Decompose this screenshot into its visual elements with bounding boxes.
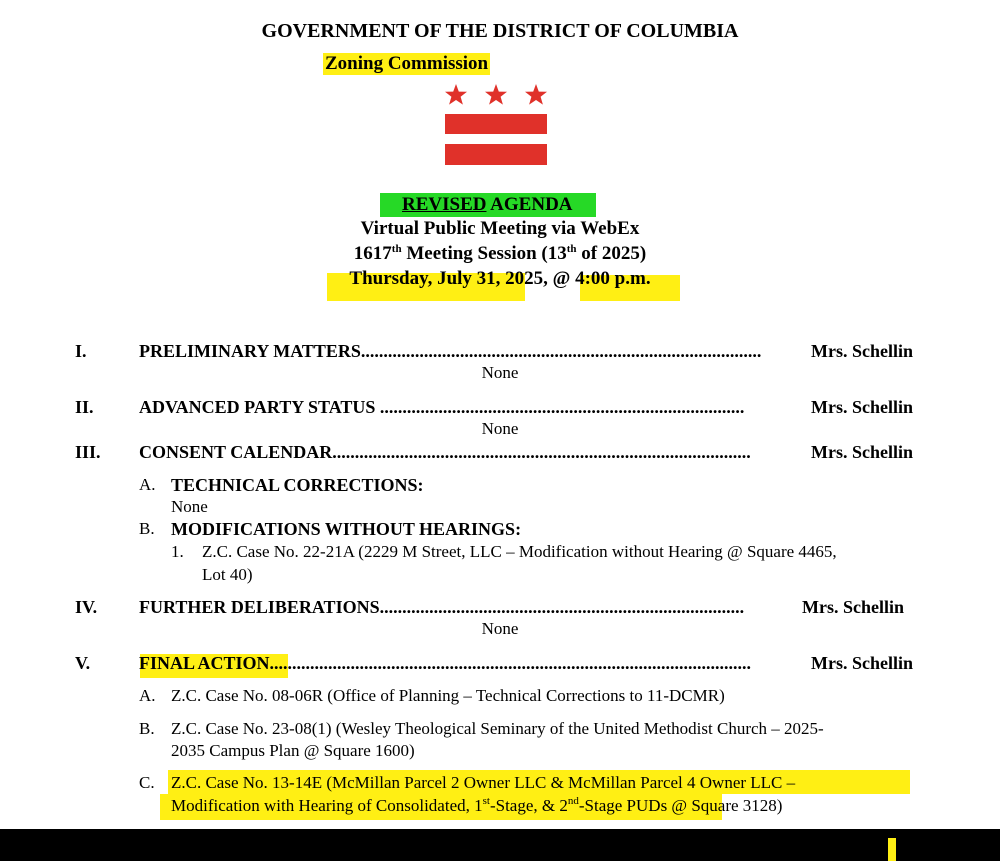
section-1-presenter: Mrs. Schellin — [811, 341, 913, 361]
item-5c-line2-a: Modification with Hearing of Consolidated, 1 — [171, 796, 483, 815]
page-bottom-bar — [0, 829, 1000, 861]
item-5a-text: Z.C. Case No. 08-06R (Office of Planning – Technical Corrections to 11-DCMR) — [171, 686, 725, 705]
section-4-note: None — [481, 619, 519, 638]
section-3-numeral: III. — [75, 442, 101, 462]
section-5-title-text: FINAL ACTION — [139, 653, 270, 673]
item-3a-note: None — [171, 497, 208, 516]
dot-leader: ............................................................................................. — [332, 442, 751, 462]
flag-bar-top — [445, 114, 547, 134]
item-3a-letter: A. — [139, 475, 156, 494]
item-3a-title: TECHNICAL CORRECTIONS: — [171, 475, 424, 495]
section-4-presenter: Mrs. Schellin — [802, 597, 904, 617]
agenda-word: AGENDA — [486, 194, 573, 215]
section-2-numeral: II. — [75, 397, 94, 417]
section-3-title — [139, 442, 751, 463]
item-5b-line1: Z.C. Case No. 23-08(1) (Wesley Theological Seminary of the United Methodist Church – 2025- — [171, 719, 824, 738]
item-5a-letter: A. — [139, 686, 156, 705]
section-2-presenter: Mrs. Schellin — [811, 397, 913, 417]
section-4-numeral: IV. — [75, 597, 98, 617]
section-4-title-text: FURTHER DELIBERATIONS — [139, 597, 380, 617]
item-5c-line1: Z.C. Case No. 13-14E (McMillan Parcel 2 Owner LLC & McMillan Parcel 4 Owner LLC – — [171, 773, 796, 792]
session-number-sup: th — [391, 243, 402, 255]
item-3b1-line2: Lot 40) — [202, 565, 253, 584]
text-cursor-marker — [888, 838, 896, 861]
section-3-presenter: Mrs. Schellin — [811, 442, 913, 462]
item-5c-sup-2: nd — [567, 795, 579, 807]
session-sup: th — [566, 243, 577, 255]
star-icon — [445, 84, 467, 105]
item-5b-letter: B. — [139, 719, 155, 738]
section-2-note: None — [481, 419, 519, 438]
commission-name: Zoning Commission — [325, 53, 489, 74]
item-5c-sup-1: st — [482, 795, 490, 807]
item-5c-line2-b: -Stage, & 2 — [489, 796, 568, 815]
section-5-title — [139, 653, 751, 674]
item-5c-letter: C. — [139, 773, 155, 792]
star-icon — [525, 84, 547, 105]
dot-leader: ......................................................................................... — [360, 341, 762, 361]
item-5b-line2: 2035 Campus Plan @ Square 1600) — [171, 741, 415, 760]
session-line — [0, 243, 1000, 265]
dot-leader: ................................................................................. — [379, 397, 745, 417]
dc-flag-emblem — [444, 84, 548, 168]
session-mid: Meeting Session (13 — [401, 243, 567, 264]
section-1-title-text: PRELIMINARY MATTERS — [139, 341, 361, 361]
dot-leader: ........................................................................................................... — [269, 653, 752, 673]
session-number: 1617 — [353, 243, 392, 264]
meeting-type: Virtual Public Meeting via WebEx — [360, 218, 640, 239]
section-1-note: None — [481, 363, 519, 382]
item-3b-letter: B. — [139, 519, 155, 538]
flag-bar-bottom — [445, 144, 547, 165]
revised-word: REVISED — [402, 194, 487, 215]
item-3b-title: MODIFICATIONS WITHOUT HEARINGS: — [171, 519, 522, 539]
session-end: of 2025) — [576, 243, 647, 264]
section-5-presenter: Mrs. Schellin — [811, 653, 913, 673]
item-5c-line2 — [171, 796, 782, 816]
star-icon — [485, 84, 507, 105]
section-2-title — [139, 397, 744, 418]
meeting-date: Thursday, July 31, 2025, @ 4:00 p.m. — [349, 268, 651, 289]
item-3b1-number: 1. — [171, 542, 184, 561]
section-1-numeral: I. — [75, 341, 87, 361]
section-2-title-text: ADVANCED PARTY STATUS — [139, 397, 380, 417]
government-title: GOVERNMENT OF THE DISTRICT OF COLUMBIA — [261, 20, 739, 42]
section-1-title — [139, 341, 761, 362]
section-5-numeral: V. — [75, 653, 91, 673]
item-3b1-line1: Z.C. Case No. 22-21A (2229 M Street, LLC – Modification without Hearing @ Square 4465, — [202, 542, 837, 561]
section-4-title — [139, 597, 744, 618]
item-5c-line2-c: -Stage PUDs @ Square 3128) — [578, 796, 783, 815]
dot-leader: ................................................................................. — [379, 597, 745, 617]
section-3-title-text: CONSENT CALENDAR — [139, 442, 333, 462]
agenda-title — [402, 194, 573, 216]
